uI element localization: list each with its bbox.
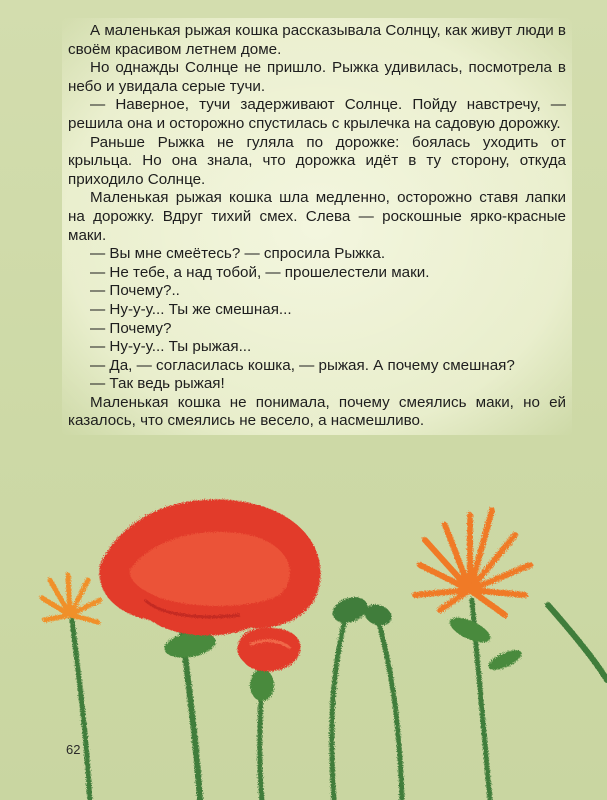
- stem-left-daisy: [72, 620, 90, 800]
- leaf: [486, 646, 525, 674]
- dialogue-line: — Почему?..: [90, 282, 180, 300]
- stem-bud-left: [332, 620, 345, 800]
- leaf: [250, 669, 274, 701]
- story-text: [62, 18, 572, 435]
- bud: [329, 593, 371, 628]
- paragraph: — Наверное, тучи задерживают Солнце. Пойду навстречу, — решила она и осторожно спустилась с крылечка на садовую дорожку.: [68, 96, 566, 132]
- leaf: [446, 613, 493, 648]
- dialogue-line: — Не тебе, а над тобой, — прошелестели маки.: [90, 263, 430, 281]
- dialogue-line: — Почему?: [90, 319, 172, 337]
- page-number: 62: [66, 742, 81, 757]
- stems: [72, 600, 607, 800]
- dialogue-line: — Ну-у-у... Ты рыжая...: [90, 338, 252, 356]
- dialogue-line: — Ну-у-у... Ты же смешная...: [90, 300, 292, 318]
- flowers-illustration: [0, 480, 607, 800]
- paragraph: Раньше Рыжка не гуляла по дорожке: боялась уходить от крыльца. Но она знала, что дорожка идёт в ту сторону, откуда приходило Солнце.: [68, 133, 566, 188]
- paragraph: А маленькая рыжая кошка рассказывала Солнцу, как живут люди в своём красивом летнем доме.: [68, 22, 566, 58]
- left-daisy: [42, 575, 100, 622]
- big-poppy: [99, 499, 320, 635]
- stem-bud-right: [378, 620, 402, 800]
- poppy-buds: [329, 593, 395, 630]
- dialogue-line: — Вы мне смеётесь? — спросила Рыжка.: [90, 245, 386, 263]
- dialogue-line: — Да, — согласилась кошка, — рыжая. А почему смешная?: [90, 356, 515, 374]
- paragraph: Маленькая кошка не понимала, почему смеялись маки, но ей казалось, что смеялись не весело, а насмешливо.: [68, 393, 566, 430]
- paragraph: Маленькая рыжая кошка шла медленно, осторожно ставя лапки на дорожку. Вдруг тихий смех. Слева — роскошные ярко-красные маки.: [68, 189, 566, 244]
- stem-right-edge: [548, 605, 607, 680]
- small-poppy: [237, 628, 300, 672]
- dialogue-line: — Так ведь рыжая!: [90, 375, 225, 393]
- paragraph: Но однажды Солнце не пришло. Рыжка удивилась, посмотрела в небо и увидала серые тучи.: [68, 59, 566, 95]
